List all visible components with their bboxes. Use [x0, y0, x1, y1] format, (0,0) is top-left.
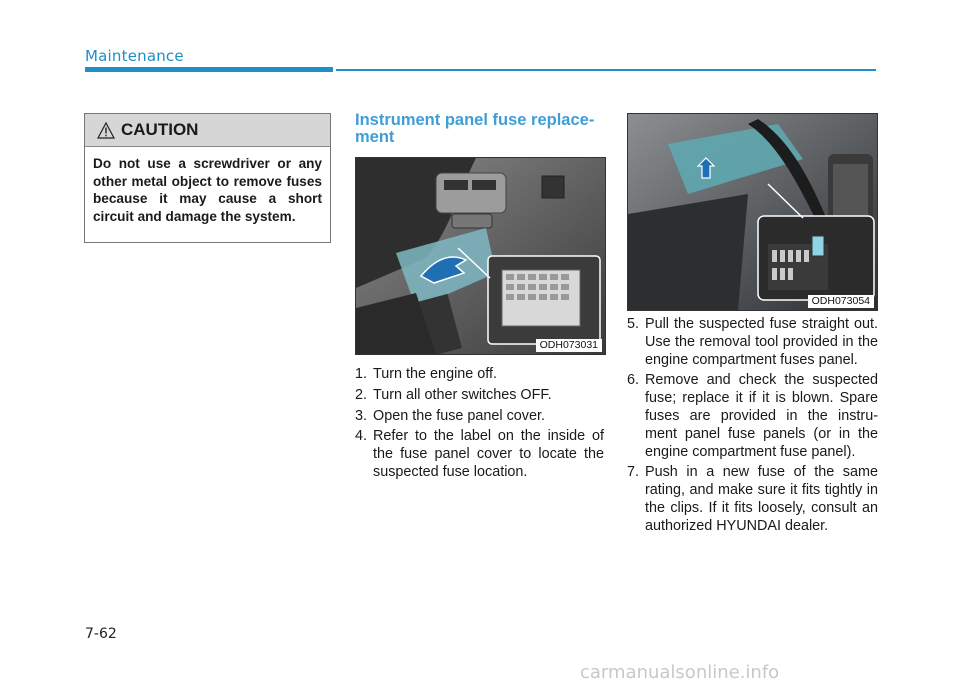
image-code-2: ODH073054: [808, 295, 874, 308]
list-item: 1. Turn the engine off.: [355, 366, 498, 382]
list-item: 5. Pull the suspected fuse straight out. Use the removal tool provided in the engine compartment fuses panel.: [627, 316, 878, 368]
list-item: 3. Open the fuse panel cover.: [355, 407, 546, 424]
engine-compartment-photo: [627, 113, 878, 311]
image-code-1: ODH073031: [536, 339, 602, 352]
caution-text: Do not use a screwdriver or any other metal object to remove fuses because it may cause a short circuit and damage the system.: [93, 156, 322, 224]
engine-compartment-illustration: [628, 114, 877, 310]
list-item: 6. Remove and check the suspected fuse; replace it if it is blown. Spare fuses are provided in the instru-ment panel fuse panels (or in the engine compartment fuse panel).: [627, 372, 878, 460]
section-header: Maintenance: [85, 47, 184, 65]
steps-list-right: [627, 316, 878, 539]
list-item: 7. Push in a new fuse of the same rating, and make sure it fits tightly in the clips. If it fits loosely, consult an authorized HYUNDAI dealer.: [627, 464, 878, 534]
section-title: Instrument panel fuse replace-ment: [355, 111, 595, 146]
header-rule-thin: [336, 69, 876, 71]
warning-icon: [97, 122, 115, 139]
caution-title: CAUTION: [121, 120, 199, 139]
watermark: carmanualsonline.info: [580, 662, 780, 683]
caution-box: [84, 113, 331, 243]
page-number: 7-62: [85, 626, 117, 642]
instrument-panel-illustration: [356, 158, 605, 354]
caution-header: [85, 114, 330, 147]
steps-list-left: [355, 366, 604, 485]
header-rule-thick: [85, 67, 333, 72]
instrument-panel-photo: [355, 157, 606, 355]
list-item: 4. Refer to the label on the inside of the fuse panel cover to locate the suspected fuse location.: [355, 428, 604, 480]
list-item: 2. Turn all other switches OFF.: [355, 386, 552, 403]
